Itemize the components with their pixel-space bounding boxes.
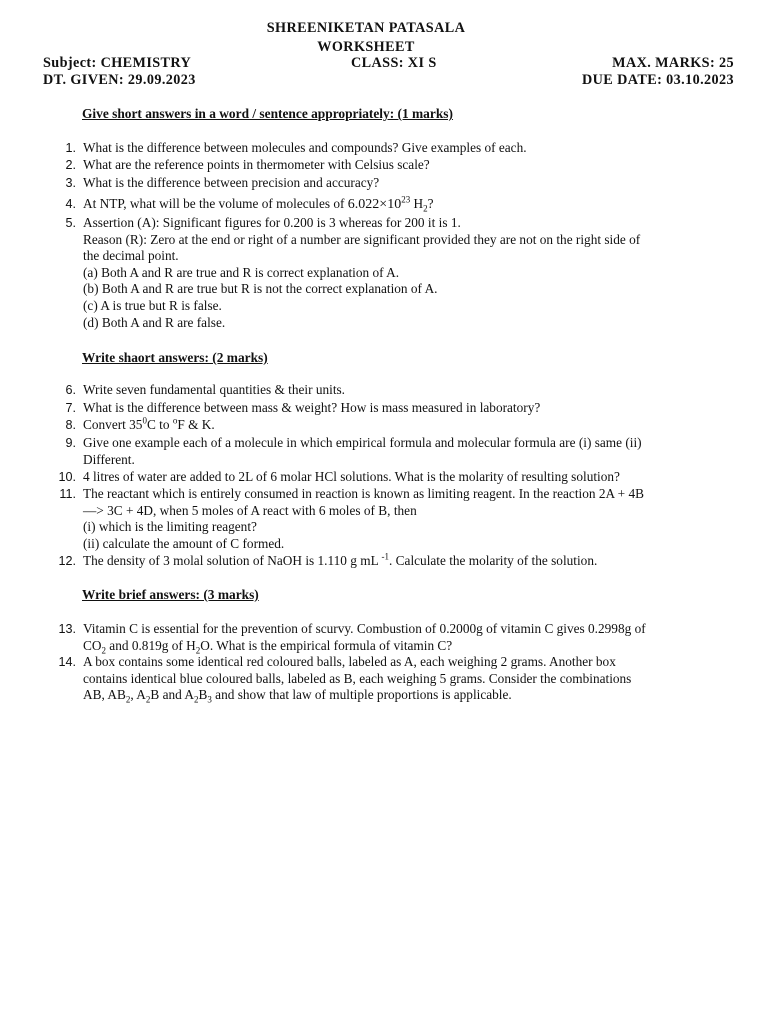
question-text: Give one example each of a molecule in which empirical formula and molecular formula are (i) same (ii)	[83, 435, 642, 450]
question-text-cont: Different.	[83, 451, 135, 467]
question-number: 3.	[65, 176, 76, 190]
avogadro-number: 6.022×10	[347, 197, 402, 212]
section-heading-3-marks: Write brief answers: (3 marks)	[82, 587, 259, 602]
question-number: 11.	[59, 487, 76, 501]
due-date-label: DUE DATE: 03.10.2023	[582, 72, 734, 88]
option-a: (a) Both A and R are true and R is correct explanation of A.	[83, 264, 400, 280]
question-10	[40, 469, 734, 486]
question-4	[40, 196, 734, 214]
question-text: A box contains some identical red coloured balls, labeled as A, each weighing 2 grams. Another box	[83, 654, 616, 669]
question-number: 4.	[65, 197, 76, 211]
section-heading-2-marks: Write shaort answers: (2 marks)	[82, 350, 268, 365]
question-text-cont-2: AB, $AB_2$, $A_2B$ and $A_2B_3$ and show that law of multiple proportions is applicable.	[83, 687, 512, 705]
reason-text: Reason (R): Zero at the end or right of a number are significant provided they are not on the right side of	[83, 231, 641, 247]
question-text: Vitamin C is essential for the prevention of scurvy. Combustion of 0.2000g of vitamin C gives 0.2998g of	[83, 621, 646, 636]
question-11	[40, 486, 734, 552]
question-number: 13.	[58, 622, 76, 636]
reaction-text: —> 3C + 4D, when 5 moles of A react with 6 moles of B, then	[83, 502, 417, 518]
question-number: 8.	[65, 418, 76, 432]
section-heading-1-mark: Give short answers in a word / sentence appropriately: (1 marks)	[82, 106, 453, 121]
question-number: 9.	[65, 436, 76, 450]
sub-question-i: (i) which is the limiting reagent?	[83, 519, 257, 535]
question-8	[40, 417, 734, 434]
question-text: What are the reference points in thermometer with Celsius scale?	[83, 157, 430, 172]
question-number: 14.	[58, 655, 76, 669]
question-text-cont: contains identical blue coloured balls, labeled as B, each weighing 5 grams. Consider the combinations	[83, 670, 632, 686]
option-d: (d) Both A and R are false.	[83, 314, 226, 330]
assertion-text: Assertion (A): Significant figures for 0.200 is 3 whereas for 200 it is 1.	[83, 215, 461, 230]
question-13	[40, 621, 734, 654]
question-2	[40, 157, 734, 174]
question-text: At NTP, what will be the volume of molecules of $6.022\times 10^{23}$ $H_2$?	[83, 194, 434, 214]
document-type: WORKSHEET	[317, 39, 415, 55]
question-number: 2.	[65, 158, 76, 172]
question-text: Convert $35^0C$ to $^o$F & K.	[83, 415, 215, 432]
question-number: 10.	[58, 470, 76, 484]
question-text: What is the difference between mass & weight? How is mass measured in laboratory?	[83, 400, 541, 415]
class-label: CLASS: XI S	[351, 55, 437, 71]
option-c: (c) A is true but R is false.	[83, 297, 222, 313]
question-5	[40, 215, 734, 331]
question-6	[40, 382, 734, 399]
question-14	[40, 654, 734, 704]
option-b: (b) Both A and R are true but R is not the correct explanation of A.	[83, 281, 438, 297]
subject-label: Subject: CHEMISTRY	[43, 55, 192, 71]
question-number: 7.	[65, 401, 76, 415]
question-3	[40, 175, 734, 192]
question-number: 5.	[65, 216, 76, 230]
question-number: 12.	[58, 554, 76, 568]
question-text: What is the difference between precision and accuracy?	[83, 175, 380, 190]
question-text-cont: $CO_2$ and 0.819g of $H_2O$. What is the empirical formula of vitamin C?	[83, 637, 453, 656]
date-given-label: DT. GIVEN: 29.09.2023	[43, 72, 196, 88]
max-marks-label: MAX. MARKS: 25	[612, 55, 734, 71]
question-1	[40, 140, 734, 157]
question-12	[40, 553, 734, 570]
school-name: SHREENIKETAN PATASALA	[266, 20, 466, 36]
question-7	[40, 400, 734, 417]
sub-question-ii: (ii) calculate the amount of C formed.	[83, 535, 285, 551]
question-9	[40, 435, 734, 468]
question-number: 6.	[65, 383, 76, 397]
question-number: 1.	[65, 141, 76, 155]
reason-text-cont: the decimal point.	[83, 248, 179, 264]
question-text: What is the difference between molecules and compounds? Give examples of each.	[83, 140, 527, 155]
question-text: The density of 3 molal solution of NaOH is 1.110 g mL $^{-1}$. Calculate the molarity of the solution.	[83, 551, 598, 568]
question-text: The reactant which is entirely consumed in reaction is known as limiting reagent. In the reaction 2A + 4B	[83, 486, 645, 501]
question-text: 4 litres of water are added to 2L of 6 molar HCl solutions. What is the molarity of resulting solution?	[83, 469, 620, 484]
question-text: Write seven fundamental quantities & their units.	[83, 382, 346, 397]
